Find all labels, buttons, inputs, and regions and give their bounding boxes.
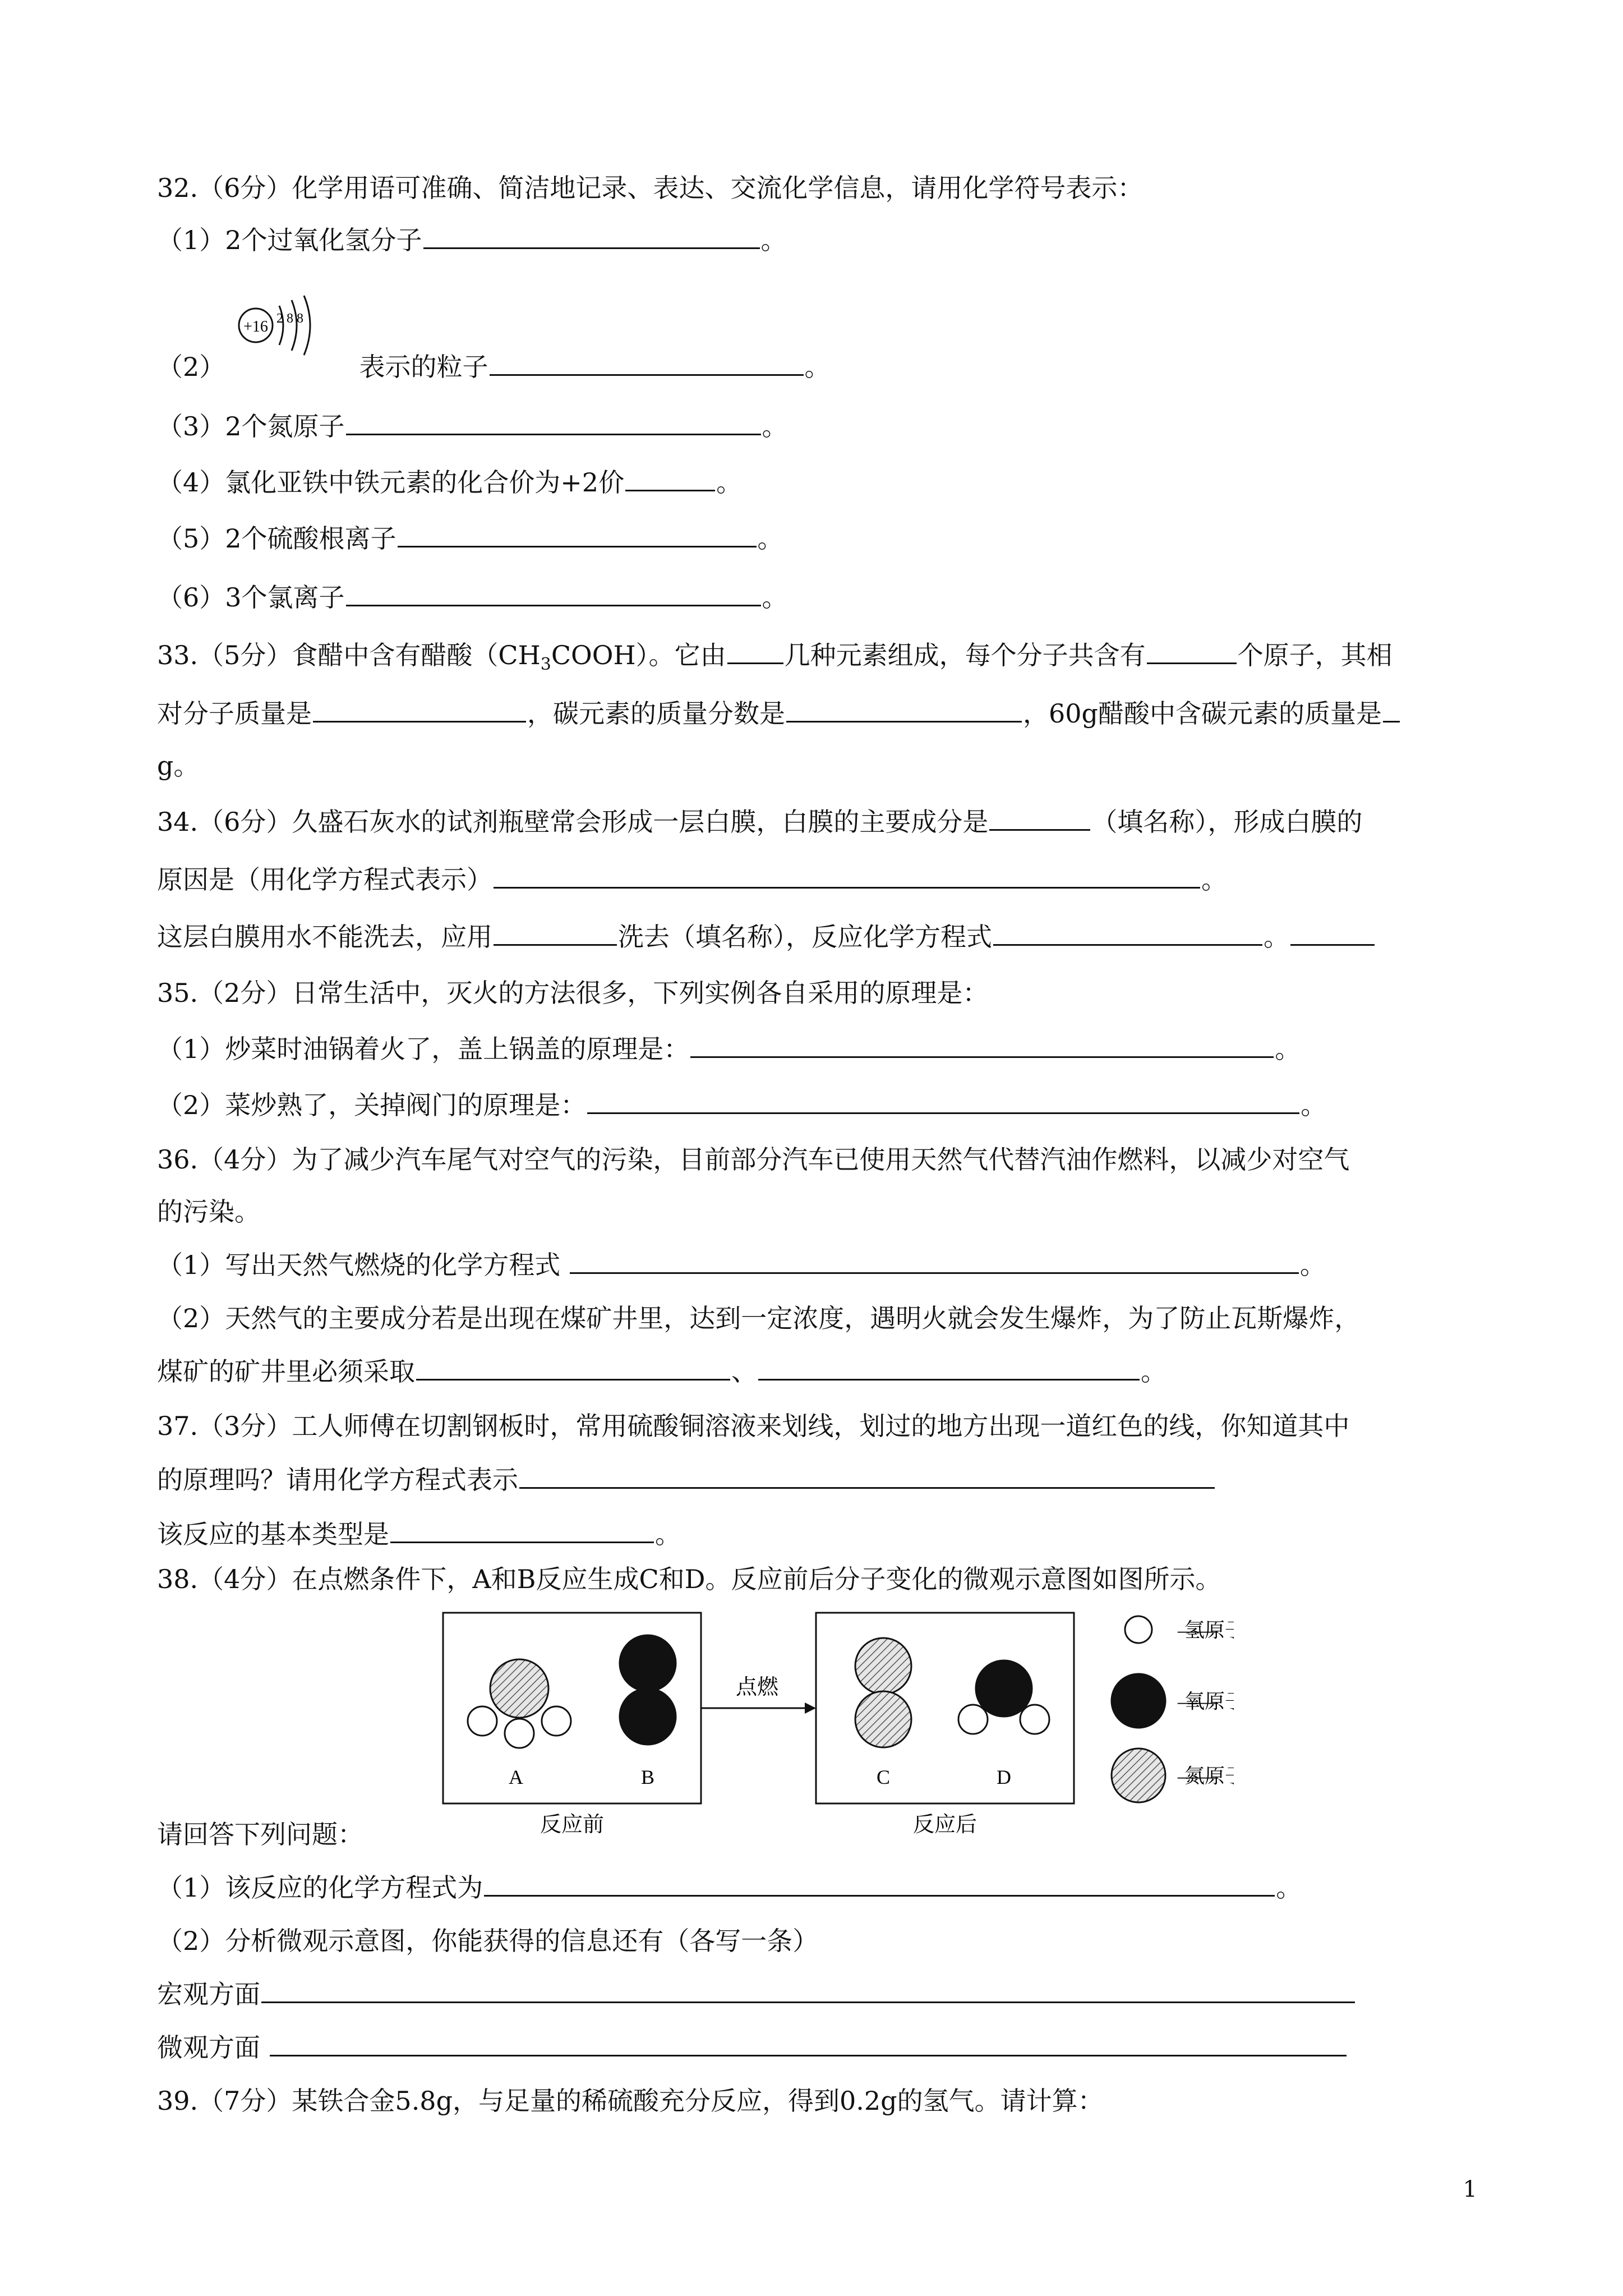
- after-label: 反应后: [912, 1813, 978, 1837]
- label-a: A: [509, 1766, 523, 1788]
- q37-line1: 37.（3分）工人师傅在切割钢板时，常用硫酸铜溶液来划线，划过的地方出现一道红色的线，你知道其中: [157, 1411, 1350, 1441]
- q32-answer-6[interactable]: [346, 582, 761, 606]
- q38-stem: 38.（4分）在点燃条件下，A和B反应生成C和D。反应前后分子变化的微观示意图如图所示。: [157, 1564, 1221, 1594]
- q38-prompt: 请回答下列问题：: [157, 1819, 363, 1849]
- molecule-a-hydrogen-atom: [505, 1719, 534, 1748]
- legend-nitrogen-label: 氮原: [1184, 1765, 1225, 1787]
- label-b: B: [640, 1766, 655, 1788]
- before-label: 反应前: [540, 1813, 605, 1837]
- q38-part1: （1）该反应的化学方程式为 。: [157, 1872, 1302, 1903]
- q37-line2: 的原理吗？请用化学方程式表示: [157, 1463, 1216, 1497]
- molecule-c-nitrogen-atom: [855, 1638, 911, 1694]
- q34-answer-equation-2[interactable]: [993, 922, 1262, 946]
- q36-line1: 36.（4分）为了减少汽车尾气对空气的污染，目前部分汽车已使用天然气代替汽油作燃料，以减少对空气: [157, 1144, 1350, 1175]
- q32-answer-5[interactable]: [398, 523, 757, 547]
- q33-answer-carbon[interactable]: [1383, 698, 1400, 723]
- q36-part1: （1）写出天然气燃烧的化学方程式 。: [157, 1250, 1326, 1280]
- q34-answer-name[interactable]: [989, 807, 1090, 831]
- molecule-a-nitrogen-atom: [490, 1659, 548, 1718]
- q32-part2: （2） +16 2 8 8 表示的粒子 。: [157, 342, 831, 384]
- q33-line1: 33.（5分）食醋中含有醋酸$(CH_3COOH)$。它由 几种元素组成，每个分子共含有 个原子，其相: [157, 640, 1393, 675]
- q32-answer-1[interactable]: [423, 225, 760, 249]
- q32-part1: （1）2个过氧化氢分子 。: [157, 225, 787, 255]
- arrow-label: 点燃: [735, 1676, 779, 1699]
- q36-line2: 的污染。: [157, 1197, 260, 1227]
- molecule-b-oxygen-atom: [620, 1635, 676, 1691]
- q38-micro: 微观方面: [157, 2031, 1348, 2064]
- legend-hydrogen-label: 氢原: [1184, 1619, 1225, 1641]
- q38-answer-macro[interactable]: [261, 1979, 1355, 2003]
- q36-answer-1[interactable]: [570, 1250, 1299, 1274]
- q35-part1: （1）炒菜时油锅着火了，盖上锅盖的原理是： 。: [157, 1034, 1301, 1064]
- q33-line3: g。: [157, 751, 200, 781]
- q34-extra-blank[interactable]: [1290, 922, 1375, 946]
- q38-macro: 宏观方面: [157, 1977, 1356, 2011]
- molecule-a-hydrogen-atom: [542, 1706, 571, 1736]
- q36-answer-2b[interactable]: [758, 1356, 1140, 1381]
- sulfur-ion-structure-diagram: [233, 311, 351, 376]
- legend-oxygen-label: 氧原: [1184, 1690, 1225, 1713]
- label-c: C: [876, 1766, 891, 1788]
- legend-hydrogen-icon: [1125, 1616, 1152, 1643]
- q35-part2: （2）菜炒熟了，关掉阀门的原理是： 。: [157, 1090, 1327, 1120]
- molecule-a-hydrogen-atom: [468, 1706, 497, 1736]
- q33-line2: 对分子质量是 ，碳元素的质量分数是 ，60g醋酸中含碳元素的质量是: [157, 697, 1401, 730]
- q32-part3: （3）2个氮原子 。: [157, 411, 788, 441]
- molecule-d-oxygen-atom: [976, 1660, 1032, 1717]
- q32-part4: （4）氯化亚铁中铁元素的化合价为+2价 。: [157, 467, 743, 498]
- q34-line2: 原因是（用化学方程式表示） 。: [157, 864, 1227, 895]
- q37-answer-type[interactable]: [390, 1519, 654, 1543]
- q34-line3: 这层白膜用水不能洗去，应用 洗去（填名称），反应化学方程式 。: [157, 920, 1376, 954]
- legend-dash: ——: [1178, 1765, 1218, 1787]
- legend-nitrogen-icon: [1112, 1749, 1165, 1802]
- q32-answer-3[interactable]: [346, 411, 761, 435]
- q36-part2-line1: （2）天然气的主要成分若是出现在煤矿井里，达到一定浓度，遇明火就会发生爆炸，为了防止瓦斯爆炸，: [157, 1303, 1361, 1333]
- q32-part5: （5）2个硫酸根离子 。: [157, 523, 783, 554]
- q37-answer-equation[interactable]: [519, 1465, 1215, 1489]
- q32-part6: （6）3个氯离子 。: [157, 582, 788, 613]
- legend-dash: ——: [1178, 1690, 1218, 1713]
- legend-dash: ——: [1178, 1619, 1218, 1641]
- q33-answer-fraction[interactable]: [786, 698, 1022, 723]
- q38-answer-equation[interactable]: [484, 1872, 1275, 1897]
- q33-answer-elements[interactable]: [727, 640, 783, 664]
- molecule-c-nitrogen-atom: [855, 1691, 911, 1747]
- q37-line3: 该反应的基本类型是 。: [157, 1519, 681, 1549]
- q34-line1: 34.（6分）久盛石灰水的试剂瓶壁常会形成一层白膜，白膜的主要成分是 （填名称），形成白膜的: [157, 807, 1363, 837]
- q34-answer-equation[interactable]: [494, 864, 1200, 889]
- legend-oxygen-icon: [1112, 1674, 1165, 1728]
- q35-stem: 35.（2分）日常生活中，灭火的方法很多，下列实例各自采用的原理是：: [157, 978, 989, 1008]
- q32-answer-2[interactable]: [490, 352, 804, 376]
- shell-electrons: 2 8 8: [276, 311, 303, 326]
- nucleus-charge: +16: [243, 318, 268, 335]
- q34-answer-reagent[interactable]: [494, 922, 617, 946]
- reaction-micro-diagram: [437, 1604, 1234, 1853]
- q38-part2: （2）分析微观示意图，你能获得的信息还有（各写一条）: [157, 1926, 819, 1956]
- q39-stem: 39.（7分）某铁合金5.8g，与足量的稀硫酸充分反应，得到0.2g的氢气。请计算：: [157, 2086, 1104, 2116]
- q32-stem: 32.（6分）化学用语可准确、简洁地记录、表达、交流化学信息，请用化学符号表示：: [157, 173, 1144, 203]
- q38-answer-micro[interactable]: [270, 2032, 1347, 2056]
- q36-part2-line2: 煤矿的矿井里必须采取 、 。: [157, 1356, 1166, 1387]
- q33-answer-mass[interactable]: [313, 698, 526, 723]
- molecule-d-hydrogen-atom: [1020, 1705, 1049, 1734]
- molecule-b-oxygen-atom: [620, 1688, 676, 1745]
- q36-answer-2a[interactable]: [416, 1356, 730, 1381]
- q35-answer-1[interactable]: [690, 1034, 1274, 1058]
- page-number: 1: [1463, 2177, 1477, 2202]
- label-d: D: [997, 1766, 1011, 1788]
- q33-answer-atoms[interactable]: [1147, 640, 1237, 664]
- q35-answer-2[interactable]: [587, 1090, 1299, 1114]
- q32-answer-4[interactable]: [625, 467, 715, 491]
- molecule-d-hydrogen-atom: [958, 1705, 988, 1734]
